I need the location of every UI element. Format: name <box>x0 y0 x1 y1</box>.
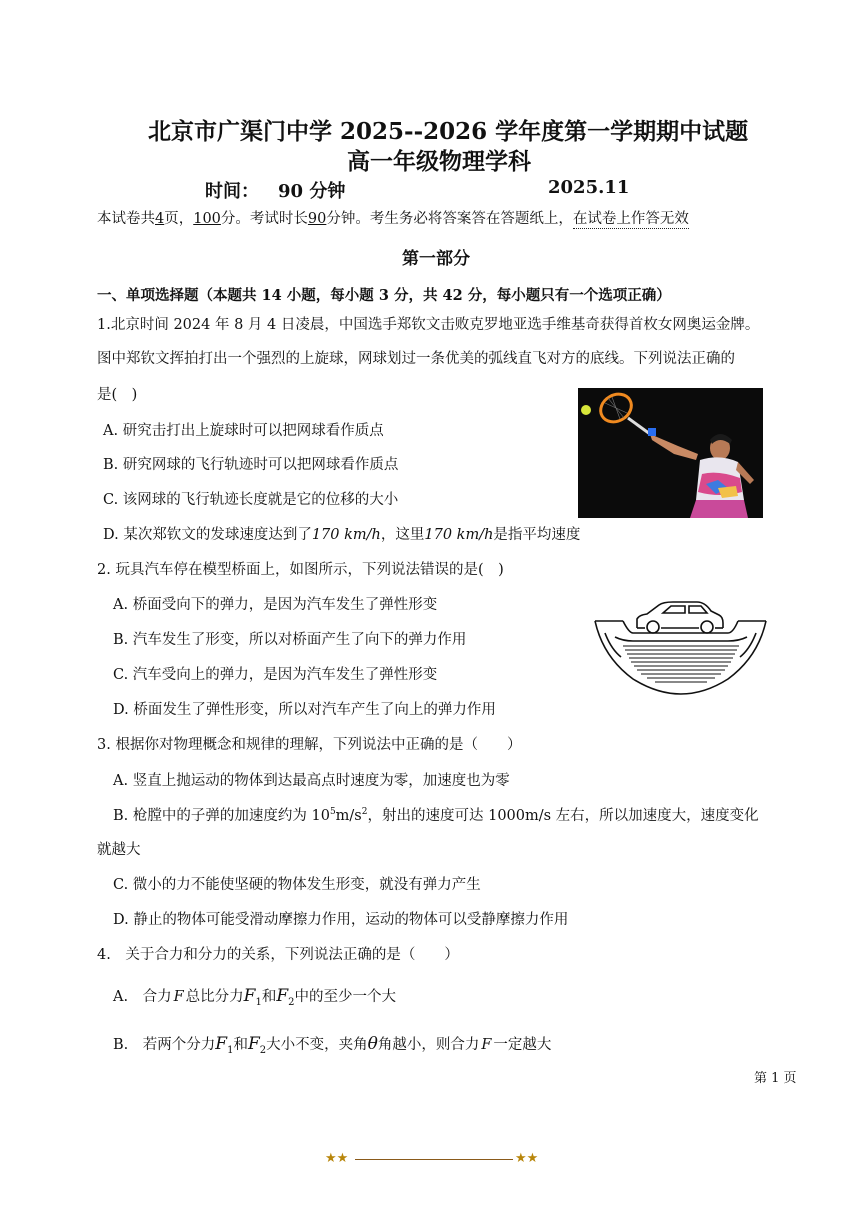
q1-d-speed2: 170 km/h <box>424 527 494 543</box>
q2-stem: 2. 玩具汽车停在模型桥面上，如图所示，下列说法错误的是( ) <box>97 562 504 578</box>
q1-d-pre: D. 某次郑钦文的发球速度达到了 <box>103 527 312 543</box>
exam-instructions <box>97 212 689 227</box>
q1-option-b: B. 研究网球的飞行轨迹时可以把网球看作质点 <box>103 457 399 473</box>
tennis-ball <box>581 405 591 415</box>
instr-part3: 分。考试时长 <box>220 211 308 227</box>
q4-b-mid2: 角越小，则合力 <box>377 1037 480 1053</box>
q1-stem-line3: 是( ) <box>97 387 138 403</box>
exam-date: 2025.11 <box>548 177 630 198</box>
q4-b-F1: F <box>215 1034 228 1054</box>
q3-stem: 3. 根据你对物理概念和规律的理解，下列说法中正确的是（ ） <box>97 737 522 753</box>
q3-b-post: ，射出的速度可达 1000m/s 左右，所以加速度大，速度变化 <box>367 807 759 824</box>
tennis-photo-illustration <box>578 388 763 518</box>
q1-stem-line2: 图中郑钦文挥拍打出一个强烈的上旋球，网球划过一条优美的弧线直飞对方的底线。下列说法正确的 <box>97 351 735 367</box>
q4-a-F1: F <box>243 986 256 1006</box>
q4-a-sub2: 2 <box>288 996 295 1008</box>
tennis-player-photo <box>578 388 763 518</box>
q3-b-unit-exp: 2 <box>361 807 368 817</box>
q4-stem: 4. 关于合力和分力的关系，下列说法正确的是（ ） <box>97 947 459 963</box>
q2-option-b: B. 汽车发生了形变，所以对桥面产生了向下的弹力作用 <box>113 632 467 648</box>
q3-option-c: C. 微小的力不能使坚硬的物体发生形变，就没有弹力产生 <box>113 877 481 893</box>
q1-option-d <box>103 528 580 543</box>
q1-option-a: A. 研究击打出上旋球时可以把网球看作质点 <box>103 423 384 439</box>
part-heading: 一、单项选择题（本题共 14 小题，每小题 3 分，共 42 分，每小题只有一个选项正确） <box>97 287 671 304</box>
q4-option-a <box>113 988 396 1008</box>
q4-a-post: 中的至少一个大 <box>294 989 396 1005</box>
q4-b-sub1: 1 <box>227 1044 234 1056</box>
q4-b-theta: θ <box>367 1034 378 1054</box>
page-number: 第 1 页 <box>754 1071 797 1086</box>
q3-b-pre: B. 枪膛中的子弹的加速度约为 10 <box>113 807 330 824</box>
model-bridge <box>595 621 766 694</box>
toy-car <box>637 602 723 633</box>
q4-b-F2: F <box>247 1034 260 1054</box>
q4-a-sub1: 1 <box>255 996 262 1008</box>
q3-option-b-line2: 就越大 <box>97 842 141 858</box>
instr-duration: 90 <box>307 211 327 227</box>
time-label: 时间： <box>205 181 259 202</box>
q4-b-pre: B. 若两个分力 <box>113 1037 216 1053</box>
q4-a-F2: F <box>276 986 289 1006</box>
instr-score: 100 <box>193 211 221 227</box>
instr-part4: 分钟。考生务必将答案答在答题纸上， <box>326 211 573 227</box>
bridge-car-diagram <box>593 597 768 697</box>
q1-d-mid: ，这里 <box>380 527 425 543</box>
footer-stars-left: ★★ <box>325 1151 349 1166</box>
q4-b-post: 一定越大 <box>493 1037 552 1053</box>
q2-option-d: D. 桥面发生了弹性形变，所以对汽车产生了向上的弹力作用 <box>113 702 496 718</box>
bridge-water-hatching <box>623 646 739 682</box>
q4-b-F: F <box>481 1037 492 1053</box>
q4-b-sub2: 2 <box>259 1044 267 1056</box>
q4-a-mid: 总比分力 <box>185 989 244 1005</box>
bridge-car-svg <box>593 597 768 697</box>
q4-b-mid: 大小不变，夹角 <box>266 1037 368 1053</box>
instr-part1: 本试卷共 <box>97 211 155 227</box>
instr-emphasis: 在试卷上作答无效 <box>572 211 689 227</box>
q4-a-and: 和 <box>261 989 277 1005</box>
q4-b-and: 和 <box>233 1037 248 1053</box>
q1-d-post: 是指平均速度 <box>493 527 581 543</box>
q1-d-speed1: 170 km/h <box>311 527 381 543</box>
q4-a-pre: A. 合力 <box>113 989 172 1005</box>
q3-b-unit: m/s <box>335 807 362 824</box>
q1-option-c: C. 该网球的飞行轨迹长度就是它的位移的大小 <box>103 492 399 508</box>
instr-pages: 4 <box>155 211 165 227</box>
q4-a-F: F <box>173 989 184 1005</box>
exam-title-line1: 北京市广渠门中学 2025--2026 学年度第一学期期中试题 <box>148 118 749 145</box>
instr-part2: 页， <box>164 211 194 227</box>
time-value: 90 分钟 <box>278 181 346 202</box>
q3-b-exp: 5 <box>329 807 336 817</box>
footer-decoration <box>325 1153 545 1167</box>
q2-option-a: A. 桥面受向下的弹力，是因为汽车发生了弹性形变 <box>113 597 438 613</box>
q3-option-d: D. 静止的物体可能受滑动摩擦力作用，运动的物体可以受静摩擦力作用 <box>113 912 569 928</box>
footer-stars-right: ★★ <box>515 1151 539 1166</box>
q4-option-b <box>113 1036 551 1056</box>
exam-title-line2: 高一年级物理学科 <box>347 148 531 175</box>
q2-option-c: C. 汽车受向上的弹力，是因为汽车发生了弹性形变 <box>113 667 438 683</box>
section-title: 第一部分 <box>402 249 470 269</box>
q3-option-a: A. 竖直上抛运动的物体到达最高点时速度为零，加速度也为零 <box>113 773 510 789</box>
q3-option-b <box>113 808 759 823</box>
q1-stem-line1: 1.北京时间 2024 年 8 月 4 日凌晨，中国选手郑钦文击败克罗地亚选手维基奇获得首枚女网奥运金牌。 <box>97 317 760 333</box>
footer-rule <box>355 1159 513 1160</box>
